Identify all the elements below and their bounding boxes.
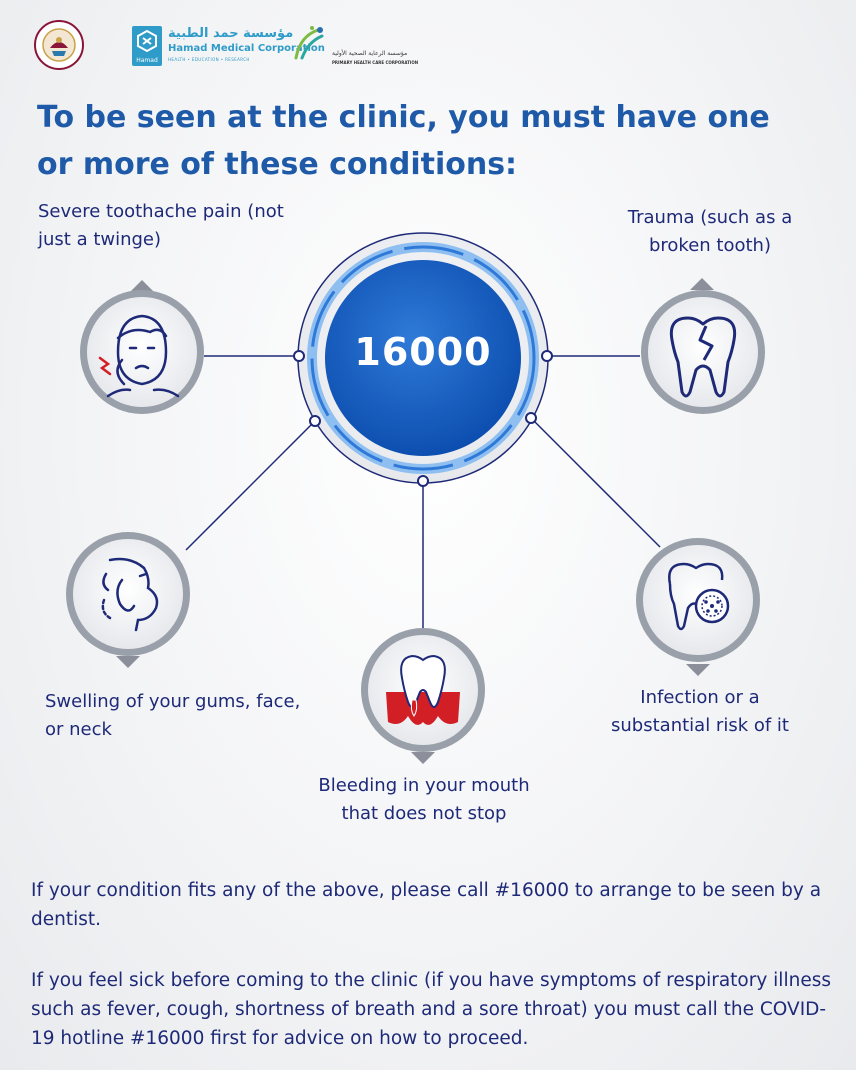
phcc-arabic-name: مؤسسة الرعاية الصحية الأولية	[332, 50, 408, 57]
dot-swelling	[310, 416, 320, 426]
phcc-english-name: PRIMARY HEALTH CARE CORPORATION	[332, 60, 419, 65]
dot-trauma	[542, 351, 552, 361]
connector-swelling	[186, 421, 315, 550]
label-bleeding: Bleeding in your mouth that does not stop	[318, 775, 530, 824]
label-trauma: Trauma (such as a broken tooth)	[627, 207, 793, 256]
dot-bleeding	[418, 476, 428, 486]
bubble-trauma	[641, 278, 765, 414]
page-title: To be seen at the clinic, you must have one or more of these conditions:	[37, 100, 770, 182]
connector-infection	[531, 418, 660, 547]
hmc-arabic-name: مؤسسة حمد الطبية	[168, 26, 294, 41]
hmc-tagline: HEALTH • EDUCATION • RESEARCH	[168, 57, 250, 62]
label-infection: Infection or a substantial risk of it	[611, 687, 789, 736]
label-swelling: Swelling of your gums, face, or neck	[45, 691, 301, 740]
dot-infection	[526, 413, 536, 423]
bubble-swelling	[66, 532, 190, 668]
call-instruction: If your condition fits any of the above, please call #16000 to arrange to be seen by a dentist.	[31, 880, 822, 930]
bubble-toothache	[80, 280, 204, 414]
hmc-badge-text: Hamad	[136, 57, 158, 64]
hmc-english-name: Hamad Medical Corporation	[168, 43, 325, 54]
hotline-number: 16000	[354, 330, 492, 374]
bubble-infection	[636, 538, 760, 676]
covid-instruction: If you feel sick before coming to the clinic (if you have symptoms of respiratory illness such as fever, cough, shortness of breath and a sore throat) you must call the COVID-19 hotline #16000 first for advice on how to proceed.	[31, 970, 831, 1049]
label-toothache: Severe toothache pain (not just a twinge)	[38, 201, 284, 250]
bubble-bleeding	[361, 628, 485, 764]
dot-toothache	[294, 351, 304, 361]
